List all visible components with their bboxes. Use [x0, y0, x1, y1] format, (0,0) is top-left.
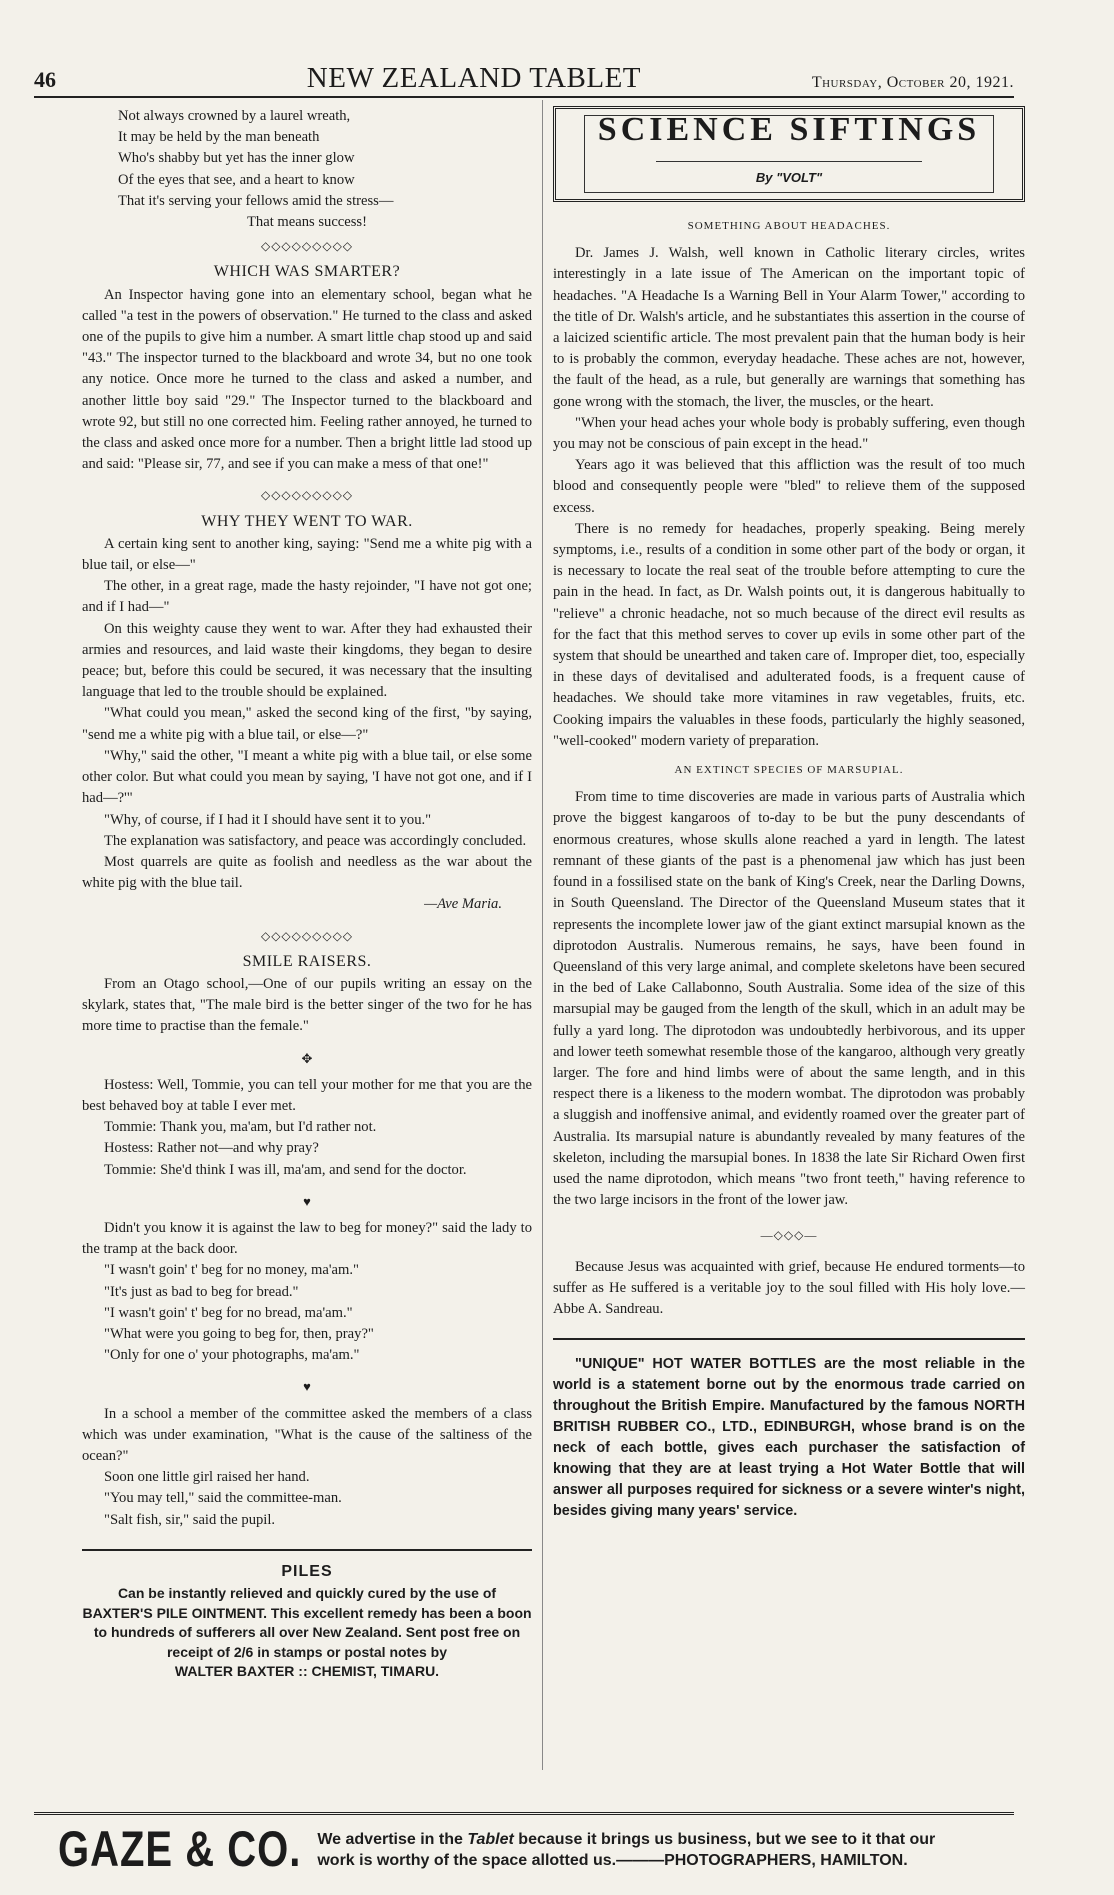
war-paragraph: The other, in a great rage, made the hasty rejoinder, "I have not got one; and if I had—"	[82, 578, 532, 616]
war-paragraph: "Why, of course, if I had it I should have sent it to you."	[104, 811, 432, 828]
poem-line: Of the eyes that see, and a heart to know	[118, 171, 355, 188]
poem	[118, 106, 532, 233]
school-line: In a school a member of the committee asked the members of a class which was under examination, "What is the cause of the saltiness of the ocean?"	[82, 1405, 532, 1464]
masthead: NEW ZEALAND TABLET	[306, 62, 642, 94]
banner-title: SCIENCE SIFTINGS	[597, 111, 981, 148]
footer-rule	[34, 1812, 1014, 1815]
ornament-icon: ♥	[303, 1379, 311, 1395]
banner-rule	[656, 161, 922, 162]
article-body-smarter: An Inspector having gone into an elementary school, began what he called "a test in the powers of observation." He turned to the class and asked one of the pupils to give him a number. A smart little chap stood up and said "43." The inspector turned to the blackboard and wrote 34, but no one took any notice. Once more he turned to the class and asked a number, and another little boy said "29." The Inspector turned to the blackboard and wrote 92, but still no one corrected him. Feeling rather annoyed, he turned to the class and asked once more for a number. Then a bright little lad stood up and said: "Please sir, 77, and see if you can make a mess of that one!"	[82, 286, 532, 473]
poem-line-final: That means success!	[247, 214, 367, 231]
diamond-divider: ◇◇◇◇◇◇◇◇◇	[260, 928, 354, 943]
dialogue-line: Tommie: Thank you, ma'am, but I'd rather not.	[104, 1119, 377, 1136]
gaze-ad-line-1-end: because it brings us business, but we see to it that our	[513, 1831, 936, 1848]
left-column	[82, 106, 532, 1682]
header-rule	[34, 96, 1014, 98]
unique-ad-text: "UNIQUE" HOT WATER BOTTLES are the most reliable in the world is a statement borne out by the enormous trade carried on throughout the British Empire. Manufactured by the famous NORTH BRITISH RUBBER CO., LTD., EDINBURGH, whose brand is on the neck of each bottle, gives each purchaser the satisfaction of knowing that they are at least trying a Hot Water Bottle that will answer all purposes required for sickness or a severe winter's night, besides giving many years' service.	[553, 1356, 1025, 1520]
poem-line: Not always crowned by a laurel wreath,	[118, 108, 351, 124]
war-paragraph: On this weighty cause they went to war. After they had exhausted their armies and resources, and laid waste their kingdoms, they began to desire peace; but, before this could be secured, it was necessary that the insulting language that led to the trouble should be explained.	[82, 620, 532, 701]
science-siftings-banner	[553, 106, 1025, 202]
ad-signature: WALTER BAXTER :: CHEMIST, TIMARU.	[174, 1663, 440, 1679]
poem-line: It may be held by the man beneath	[118, 129, 320, 146]
dialogue-line: Hostess: Well, Tommie, you can tell your mother for me that you are the best behaved boy at table I ever met.	[82, 1076, 532, 1114]
war-paragraph: A certain king sent to another king, saying: "Send me a white pig with a blue tail, or else—"	[82, 535, 532, 574]
diamond-divider: ◇◇◇◇◇◇◇◇◇	[260, 488, 354, 503]
marsupial-paragraph: From time to time discoveries are made in various parts of Australia which prove the biggest kangaroos of to-day to be but the puny descendants of enormous creatures, whose skulls alone reached a yard in length. The latest remnant of these giants of the past is a phenomenal jaw which has just been found in a fossilised state on the bank of King's Creek, near the Darling Downs, in South Queensland. The Director of the Queensland Museum states that it represents the incomplete lower jaw of the giant extinct marsupial known as the diprotodon Australis. Numerous remains, he says, have been found in Queensland of this very large animal, and complete skeletons have been secured in the bed of Lake Callabonno, South Australia. Some idea of the size of this marsupial may be gauged from the length of the skull, which in an adult may be fully a yard long. The diprotodon was undoubtedly herbivorous, and its upper and lower teeth somewhat resemble those of the kangaroo, although very greatly larger. The fore and hind limbs were of about the same length, and in this respect there is a likeness to the modern wombat. The diprotodon was probably a sluggish and inoffensive animal, and evidently roamed over the greater part of Australia. Its marsupial nature is abundantly revealed by many features of the skeleton, including the marsupial bones. In 1838 the late Sir Richard Owen first used the name diprotodon, which means "two front teeth," having reference to the two large incisors in the front of the lower jaw.	[553, 789, 1025, 1209]
issue-date: Thursday, October 20, 1921.	[811, 74, 1014, 91]
tramp-line: Didn't you know it is against the law to beg for money?" said the lady to the tramp at the back door.	[82, 1219, 532, 1258]
war-paragraph: The explanation was satisfactory, and peace was accordingly concluded.	[104, 832, 527, 849]
column-rule	[542, 100, 543, 1770]
headaches-paragraph: "When your head aches your whole body is probably suffering, even though you may not be conscious of pain except in the head."	[553, 414, 1025, 453]
tramp-line: "It's just as bad to beg for bread."	[104, 1283, 299, 1300]
right-column	[553, 106, 1025, 1522]
poem-line: Who's shabby but yet has the inner glow	[118, 150, 355, 167]
war-paragraph: "What could you mean," asked the second king of the first, "by saying, "send me a white pig with a blue tail, or else—?"	[82, 705, 532, 743]
headaches-paragraph: Years ago it was believed that this affliction was the result of too much blood and consequently people were "bled" to relieve them of the supposed excess.	[553, 457, 1025, 516]
article-title-war: WHY THEY WENT TO WAR.	[201, 512, 413, 530]
diamond-divider: —◇◇◇—	[760, 1228, 818, 1243]
gaze-ad-tablet: Tablet	[467, 1831, 514, 1848]
dialogue-line: Hostess: Rather not—and why pray?	[104, 1140, 319, 1157]
tramp-line: "What were you going to beg for, then, pray?"	[104, 1325, 374, 1342]
dialogue-line: Tommie: She'd think I was ill, ma'am, and send for the doctor.	[104, 1161, 467, 1178]
ornament-icon: ♥	[303, 1193, 311, 1209]
poem-line: That it's serving your fellows amid the stress—	[118, 192, 394, 209]
banner-byline: By "VOLT"	[755, 170, 823, 185]
headaches-paragraph: Dr. James J. Walsh, well known in Catholic literary circles, writes interestingly in a late issue of The American on the important topic of headaches. "A Headache Is a Warning Bell in Your Alarm Tower," according to the title of Dr. Walsh's article, and he substantiates this assertion in the course of a laicized scientific article. The most prevalent pain that the human body is heir to is probably the common, everyday headache. These aches are not, however, the fault of the head, as a rule, but generally are warnings that something has gone wrong with the stomach, the liver, the muscles, or the heart.	[553, 245, 1025, 410]
headaches-paragraph: There is no remedy for headaches, properly speaking. Being merely symptoms, i.e., results of a condition in some other part of the body or organ, it is necessary to locate the real seat of the trouble before attempting to cure the pain in the head. In fact, as Dr. Walsh points out, it is dangerous habitually to "relieve" a chronic headache, not so much because of the direct evil results as for the fact that this method serves to cover up evils in some other part of the system that should be unearthed and taken care of. Improper diet, too, especially in these days of devitalised and adulterated foods, is a frequent cause of headaches. We should take more vitamines in raw vegetables, fruits, etc. Cooking impairs the valuables in these foods, particularly the highly seasoned, "well-cooked" modern variety of preparation.	[553, 520, 1025, 749]
gaze-ad-line-1	[317, 1829, 935, 1850]
gaze-ad-line-2: work is worthy of the space allotted us.———PHOTOGRAPHERS, HAMILTON.	[317, 1852, 908, 1869]
gaze-advertisement	[58, 1818, 1008, 1882]
gaze-brand: GAZE & CO.	[58, 1821, 302, 1877]
article-title-smarter: WHICH WAS SMARTER?	[213, 263, 401, 281]
ornament-icon: ✥	[301, 1050, 313, 1066]
page-number: 46	[34, 67, 56, 92]
tramp-line: "I wasn't goin' t' beg for no bread, ma'am."	[104, 1304, 353, 1321]
school-line: "Salt fish, sir," said the pupil.	[104, 1511, 276, 1528]
smile-paragraph: From an Otago school,—One of our pupils writing an essay on the skylark, states that, "The male bird is the better singer of the two for he has more time to practise than the female."	[82, 975, 532, 1035]
quote-paragraph: Because Jesus was acquainted with grief, because He endured torments—to suffer as He suffered is a veritable joy to the soul filled with His holy love.—Abbe A. Sandreau.	[553, 1258, 1025, 1317]
tramp-line: "Only for one o' your photographs, ma'am."	[104, 1347, 360, 1364]
diamond-divider: ◇◇◇◇◇◇◇◇◇	[260, 239, 354, 254]
war-paragraph: Most quarrels are quite as foolish and needless as the war about the white pig with the blue tail.	[82, 853, 532, 892]
gaze-ad-text	[317, 1829, 935, 1871]
article-title-smile: SMILE RAISERS.	[242, 952, 372, 970]
unique-hot-water-advertisement	[553, 1338, 1025, 1522]
subhead-headaches: SOMETHING ABOUT HEADACHES.	[687, 220, 891, 232]
ad-body: Can be instantly relieved and quickly cured by the use of BAXTER'S PILE OINTMENT. This excellent remedy has been a boon to hundreds of sufferers all over New Zealand. Sent post free on receipt of 2/6 in stamps or postal notes by	[82, 1585, 532, 1660]
war-paragraph: "Why," said the other, "I meant a white pig with a blue tail, or else some other color. But what could you mean by saying, 'I have not got one, and if I had—?'"	[82, 747, 532, 807]
gaze-ad-line-1-start: We advertise in the	[317, 1831, 468, 1848]
school-line: Soon one little girl raised her hand.	[104, 1469, 310, 1486]
running-head	[34, 62, 1014, 94]
tramp-line: "I wasn't goin' t' beg for no money, ma'am."	[104, 1262, 359, 1279]
source-attribution: —Ave Maria.	[424, 896, 502, 913]
subhead-marsupial: AN EXTINCT SPECIES OF MARSUPIAL.	[674, 764, 904, 777]
piles-advertisement	[82, 1549, 532, 1682]
ad-title: PILES	[281, 1562, 333, 1580]
school-line: "You may tell," said the committee-man.	[104, 1490, 342, 1507]
